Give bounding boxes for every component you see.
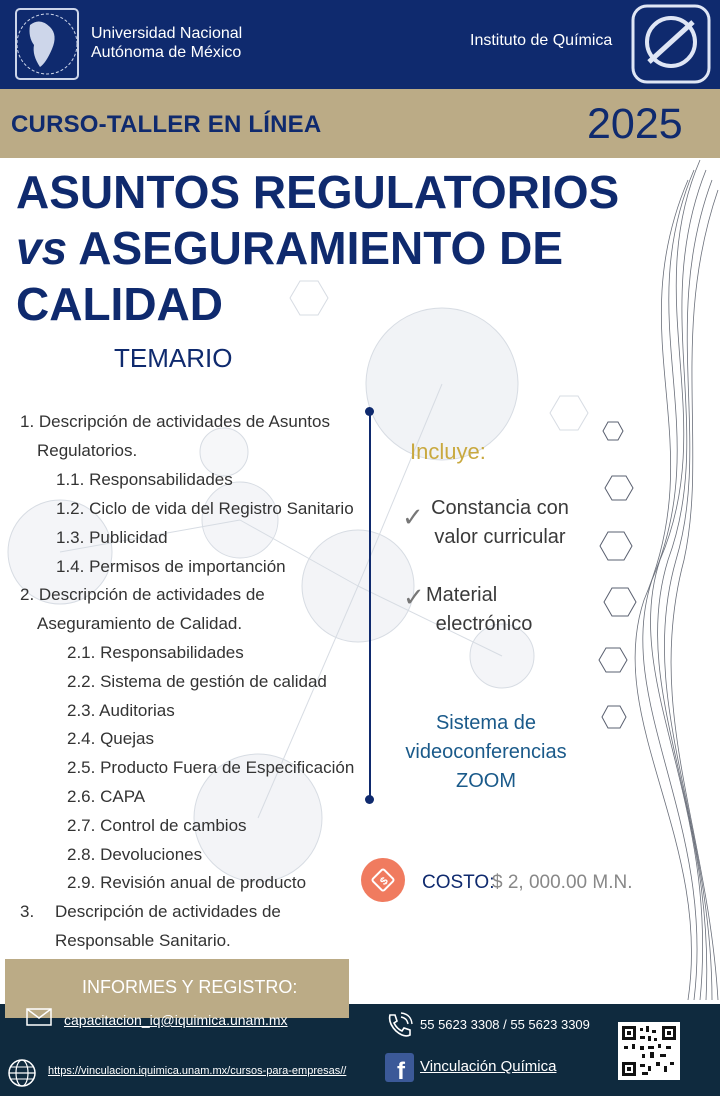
divider-dot xyxy=(365,407,374,416)
unam-seal-icon xyxy=(10,5,84,83)
check-icon: ✓ xyxy=(403,582,425,612)
phone-icon xyxy=(384,1011,414,1041)
benefit-material xyxy=(426,581,542,639)
phone-numbers[interactable]: 55 5623 3308 / 55 5623 3309 xyxy=(420,1017,590,1032)
title-line3: CALIDAD xyxy=(16,278,223,330)
zoom-line3: ZOOM xyxy=(456,770,516,792)
title-vs: vs xyxy=(16,222,68,274)
benefit-certificate-line1: Constancia con xyxy=(431,497,569,519)
svg-text:$: $ xyxy=(378,875,391,888)
globe-icon xyxy=(6,1057,38,1089)
university-name xyxy=(91,24,242,62)
check-icon: ✓ xyxy=(402,502,424,532)
svg-text:f: f xyxy=(397,1058,405,1082)
iq-logo-icon xyxy=(631,4,711,84)
course-year: 2025 xyxy=(587,100,683,148)
syllabus-line: 2.1. Responsabilidades xyxy=(67,643,244,662)
qr-code[interactable] xyxy=(618,1022,680,1080)
facebook-glyph xyxy=(385,1053,414,1082)
syllabus-line: 1.2. Ciclo de vida del Registro Sanitario xyxy=(56,499,354,518)
zoom-info xyxy=(398,709,574,796)
syllabus-line: Responsable Sanitario. xyxy=(55,931,231,950)
temario-heading: TEMARIO xyxy=(114,343,233,373)
mail-icon xyxy=(26,1008,52,1026)
syllabus-line: 2.7. Control de cambios xyxy=(67,816,247,835)
price-tag-glyph xyxy=(361,858,405,902)
syllabus-line: 2.5. Producto Fuera de Especificación xyxy=(67,758,355,777)
university-name-line1: Universidad Nacional xyxy=(91,25,243,42)
divider-dot xyxy=(365,795,374,804)
facebook-link[interactable]: Vinculación Química xyxy=(420,1058,557,1075)
syllabus-line: 1.4. Permisos de importanción xyxy=(56,557,286,576)
syllabus-line: Descripción de actividades de xyxy=(55,902,281,921)
syllabus-line: 2. Descripción de actividades de xyxy=(20,585,265,604)
facebook-icon[interactable] xyxy=(385,1053,414,1082)
cost-label: COSTO: xyxy=(422,872,495,893)
syllabus-line: 2.8. Devoluciones xyxy=(67,845,203,864)
title-line2 xyxy=(16,220,636,276)
title-line2-rest: ASEGURAMIENTO DE xyxy=(67,222,563,274)
syllabus-line: 2.2. Sistema de gestión de calidad xyxy=(67,672,327,691)
title-line1: ASUNTOS REGULATORIOS xyxy=(16,166,620,218)
course-title xyxy=(16,164,636,332)
benefit-certificate-line2: valor curricular xyxy=(434,526,566,548)
syllabus-line: 2.6. CAPA xyxy=(67,787,146,806)
benefit-material-line1: Material xyxy=(426,584,498,606)
benefit-material-line2: electrónico xyxy=(435,613,533,635)
syllabus-line: 3. xyxy=(20,902,35,921)
syllabus-line: 1.3. Publicidad xyxy=(56,528,168,547)
syllabus-line: 1.1. Responsabilidades xyxy=(56,470,233,489)
course-type: CURSO-TALLER EN LÍNEA xyxy=(11,111,322,138)
email-link[interactable]: capacitacion_iq@iquimica.unam.mx xyxy=(64,1012,288,1028)
includes-heading: Incluye: xyxy=(410,439,486,464)
syllabus-line: Regulatorios. xyxy=(37,441,138,460)
syllabus-line: Aseguramiento de Calidad. xyxy=(37,614,243,633)
zoom-line2: videoconferencias xyxy=(405,741,567,763)
institute-name: Instituto de Química xyxy=(470,32,613,49)
benefit-certificate xyxy=(424,494,576,552)
divider-line xyxy=(369,412,371,800)
info-title: INFORMES Y REGISTRO: xyxy=(82,977,298,997)
cost-value: $ 2, 000.00 M.N. xyxy=(492,872,633,893)
university-name-line2: Autónoma de México xyxy=(91,44,242,61)
syllabus-line: 1. Descripción de actividades de Asuntos xyxy=(20,412,330,431)
syllabus-line: 2.9. Revisión anual de producto xyxy=(67,873,307,892)
zoom-line1: Sistema de xyxy=(435,712,537,734)
website-link[interactable]: https://vinculacion.iquimica.unam.mx/cursos-para-empresas// xyxy=(48,1065,347,1077)
syllabus-line: 2.4. Quejas xyxy=(67,729,154,748)
price-tag-icon xyxy=(361,858,405,902)
syllabus-line: 2.3. Auditorias xyxy=(67,701,175,720)
